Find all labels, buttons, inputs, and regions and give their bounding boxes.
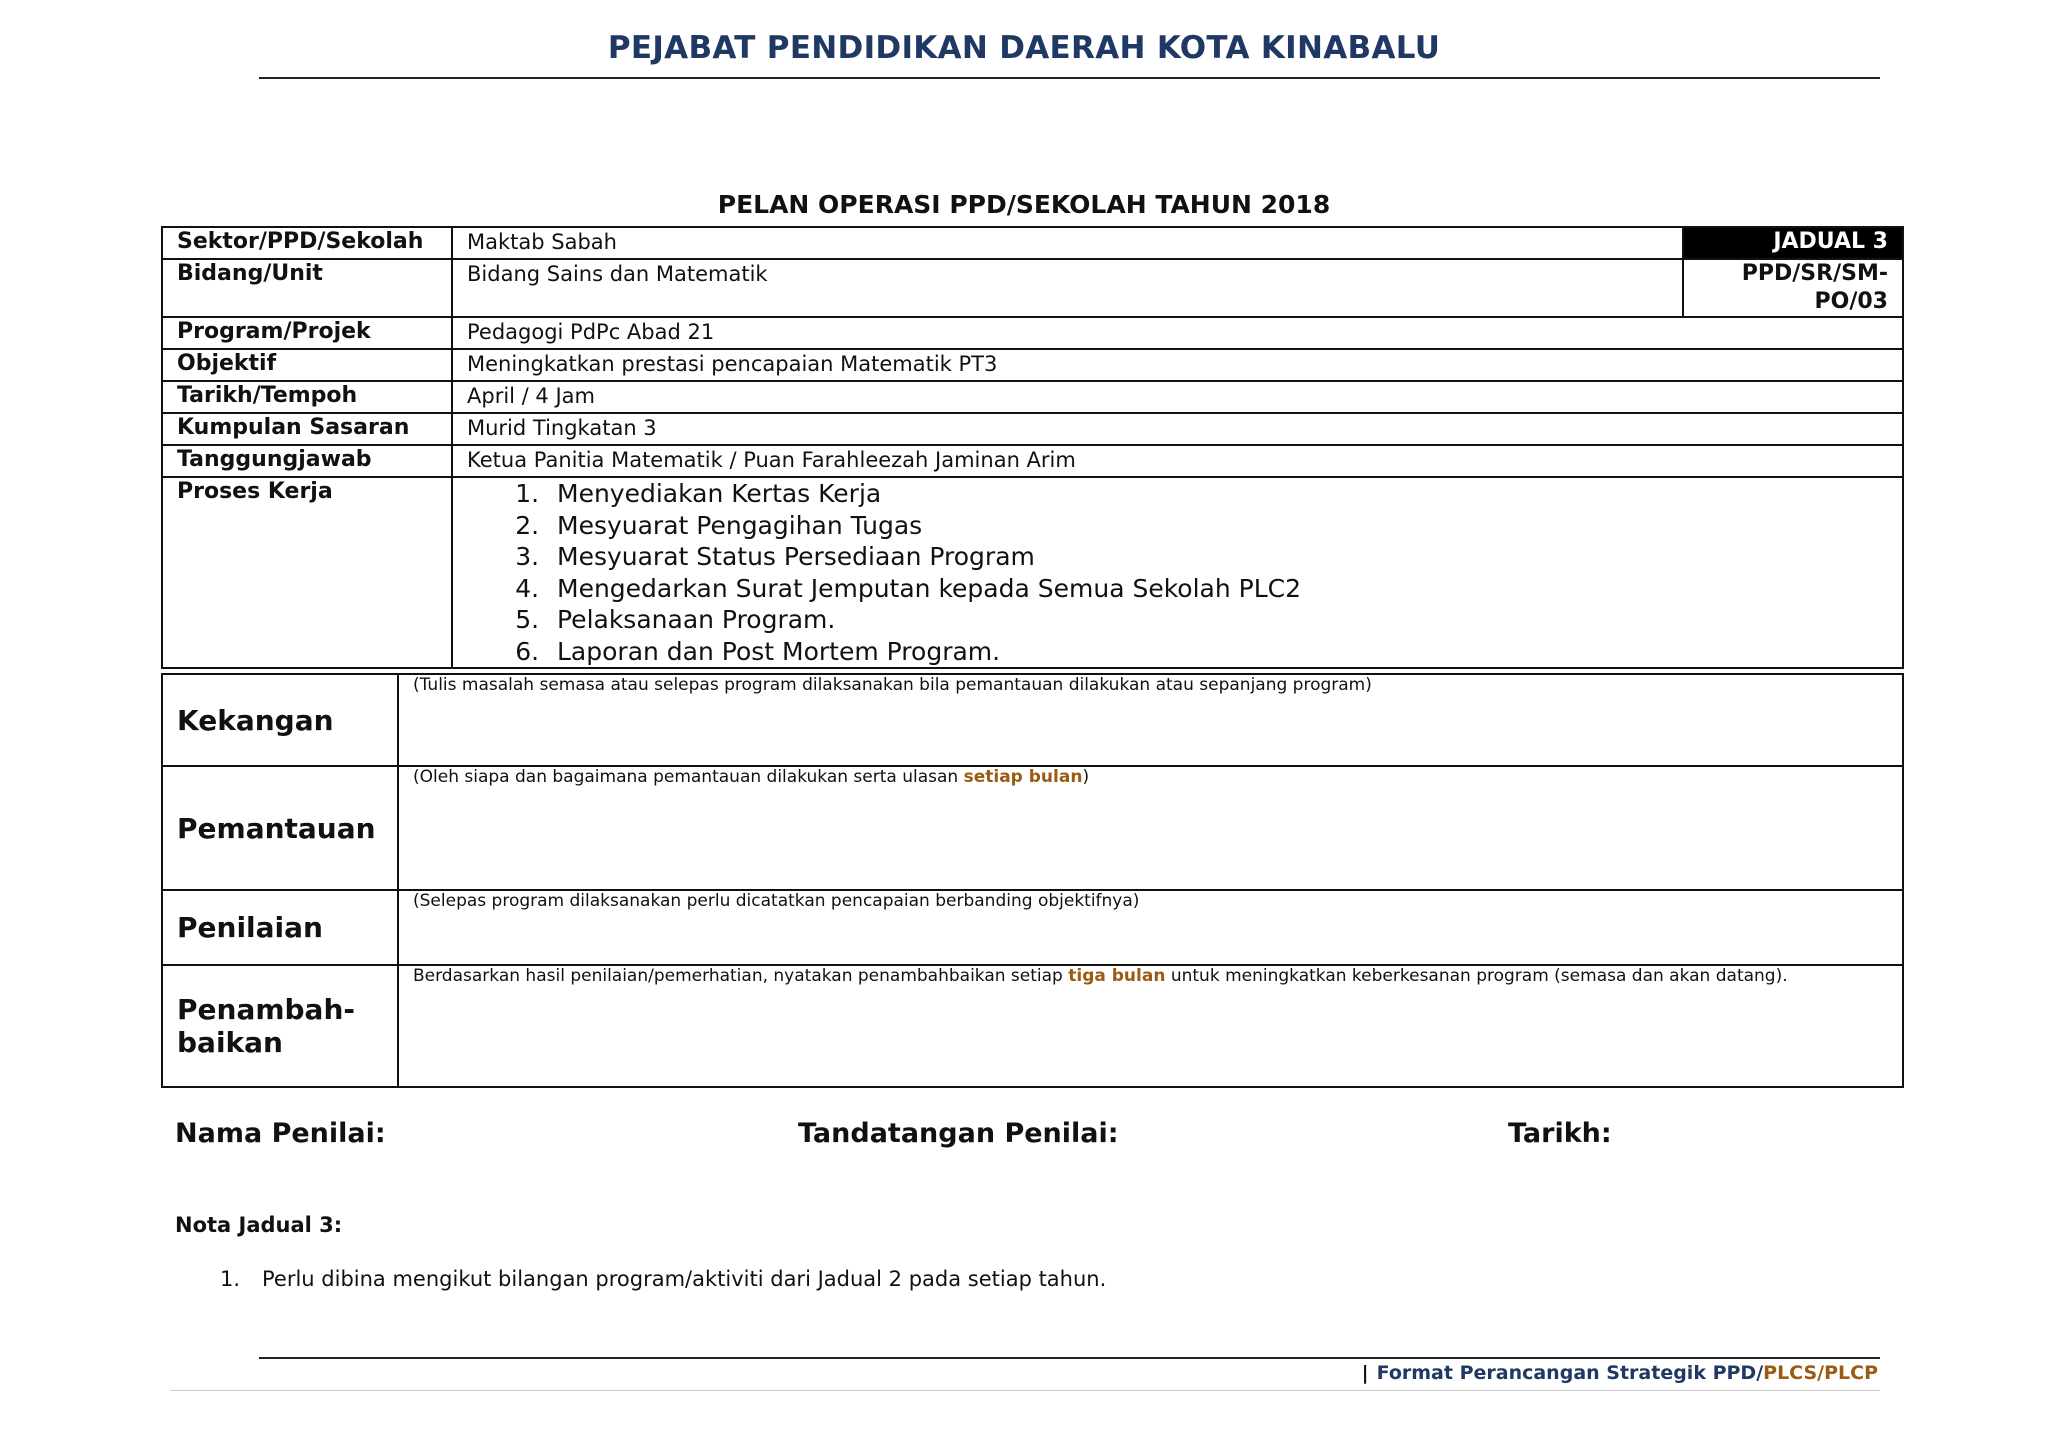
note-text: ) xyxy=(1082,767,1090,787)
row-label: Bidang/Unit xyxy=(162,259,452,317)
footer-separator: | xyxy=(1361,1362,1369,1384)
footer-bottom-line xyxy=(170,1390,1880,1391)
list-item: 2. Mesyuarat Pengagihan Tugas xyxy=(547,510,1888,542)
note-text: untuk meningkatkan keberkesanan program (semasa dan akan datang). xyxy=(1165,966,1788,986)
footer-highlight: PLCS/PLCP xyxy=(1763,1362,1878,1384)
kekangan-note: (Tulis masalah semasa atau selepas program dilaksanakan bila pemantauan dilakukan atau sepanjang program) xyxy=(398,674,1903,766)
nota-item-text: Perlu dibina mengikut bilangan program/aktiviti dari Jadual 2 pada setiap tahun. xyxy=(262,1267,1107,1291)
row-value: Maktab Sabah xyxy=(452,227,1683,259)
row-label: Program/Projek xyxy=(162,317,452,349)
penambahbaikan-note xyxy=(398,965,1903,1087)
tarikh-label: Tarikh: xyxy=(1508,1118,1612,1149)
tandatangan-penilai-label: Tandatangan Penilai: xyxy=(798,1118,1119,1149)
penilaian-label: Penilaian xyxy=(162,890,398,965)
footer-divider xyxy=(259,1357,1880,1359)
row-label: Proses Kerja xyxy=(162,477,452,668)
table-row xyxy=(162,965,1903,1087)
table-row xyxy=(162,259,1903,317)
proses-list xyxy=(467,478,1888,667)
row-label: Sektor/PPD/Sekolah xyxy=(162,227,452,259)
footer-text xyxy=(1362,1362,1878,1384)
row-value: Meningkatkan prestasi pencapaian Matematik PT3 xyxy=(452,349,1903,381)
note-text: Berdasarkan hasil penilaian/pemerhatian, nyatakan penambahbaikan setiap xyxy=(413,966,1069,986)
nota-item xyxy=(220,1267,1106,1291)
row-label: Tanggungjawab xyxy=(162,445,452,477)
header-title: PEJABAT PENDIDIKAN DAERAH KOTA KINABALU xyxy=(607,30,1441,66)
document-title: PELAN OPERASI PPD/SEKOLAH TAHUN 2018 xyxy=(717,190,1331,219)
table-row xyxy=(162,674,1903,766)
nama-penilai-label: Nama Penilai: xyxy=(175,1118,386,1149)
note-highlight: setiap bulan xyxy=(963,767,1083,787)
list-item: 6. Laporan dan Post Mortem Program. xyxy=(547,636,1888,668)
table-row xyxy=(162,317,1903,349)
row-value: Pedagogi PdPc Abad 21 xyxy=(452,317,1903,349)
list-item: 1. Menyediakan Kertas Kerja xyxy=(547,478,1888,510)
table-row xyxy=(162,349,1903,381)
row-value: April / 4 Jam xyxy=(452,381,1903,413)
table-row xyxy=(162,477,1903,668)
row-value: Murid Tingkatan 3 xyxy=(452,413,1903,445)
nota-item-number: 1. xyxy=(220,1267,241,1291)
table-row xyxy=(162,413,1903,445)
table-row xyxy=(162,890,1903,965)
pemantauan-note xyxy=(398,766,1903,890)
row-value: Ketua Panitia Matematik / Puan Farahleezah Jaminan Arim xyxy=(452,445,1903,477)
header-divider xyxy=(259,77,1880,79)
list-item: 5. Pelaksanaan Program. xyxy=(547,604,1888,636)
list-item: 4. Mengedarkan Surat Jemputan kepada Semua Sekolah PLC2 xyxy=(547,573,1888,605)
table-row xyxy=(162,766,1903,890)
nota-title: Nota Jadual 3: xyxy=(175,1213,343,1237)
row-value: Bidang Sains dan Matematik xyxy=(452,259,1683,317)
table-row xyxy=(162,445,1903,477)
footer-label: Format Perancangan Strategik PPD/ xyxy=(1376,1362,1764,1384)
penambahbaikan-label: Penambah- baikan xyxy=(162,965,398,1087)
row-label: Objektif xyxy=(162,349,452,381)
note-text: (Oleh siapa dan bagaimana pemantauan dilakukan serta ulasan xyxy=(413,767,964,787)
pemantauan-label: Pemantauan xyxy=(162,766,398,890)
info-table xyxy=(161,226,1904,669)
kekangan-label: Kekangan xyxy=(162,674,398,766)
note-highlight: tiga bulan xyxy=(1068,966,1166,986)
document-code: PPD/SR/SM-PO/03 xyxy=(1683,259,1903,317)
table-row xyxy=(162,227,1903,259)
row-label: Tarikh/Tempoh xyxy=(162,381,452,413)
jadual-badge: JADUAL 3 xyxy=(1683,227,1903,259)
proses-list-cell xyxy=(452,477,1903,668)
table-row xyxy=(162,381,1903,413)
evaluation-table xyxy=(161,673,1904,1088)
list-item: 3. Mesyuarat Status Persediaan Program xyxy=(547,541,1888,573)
penilaian-note: (Selepas program dilaksanakan perlu dicatatkan pencapaian berbanding objektifnya) xyxy=(398,890,1903,965)
row-label: Kumpulan Sasaran xyxy=(162,413,452,445)
